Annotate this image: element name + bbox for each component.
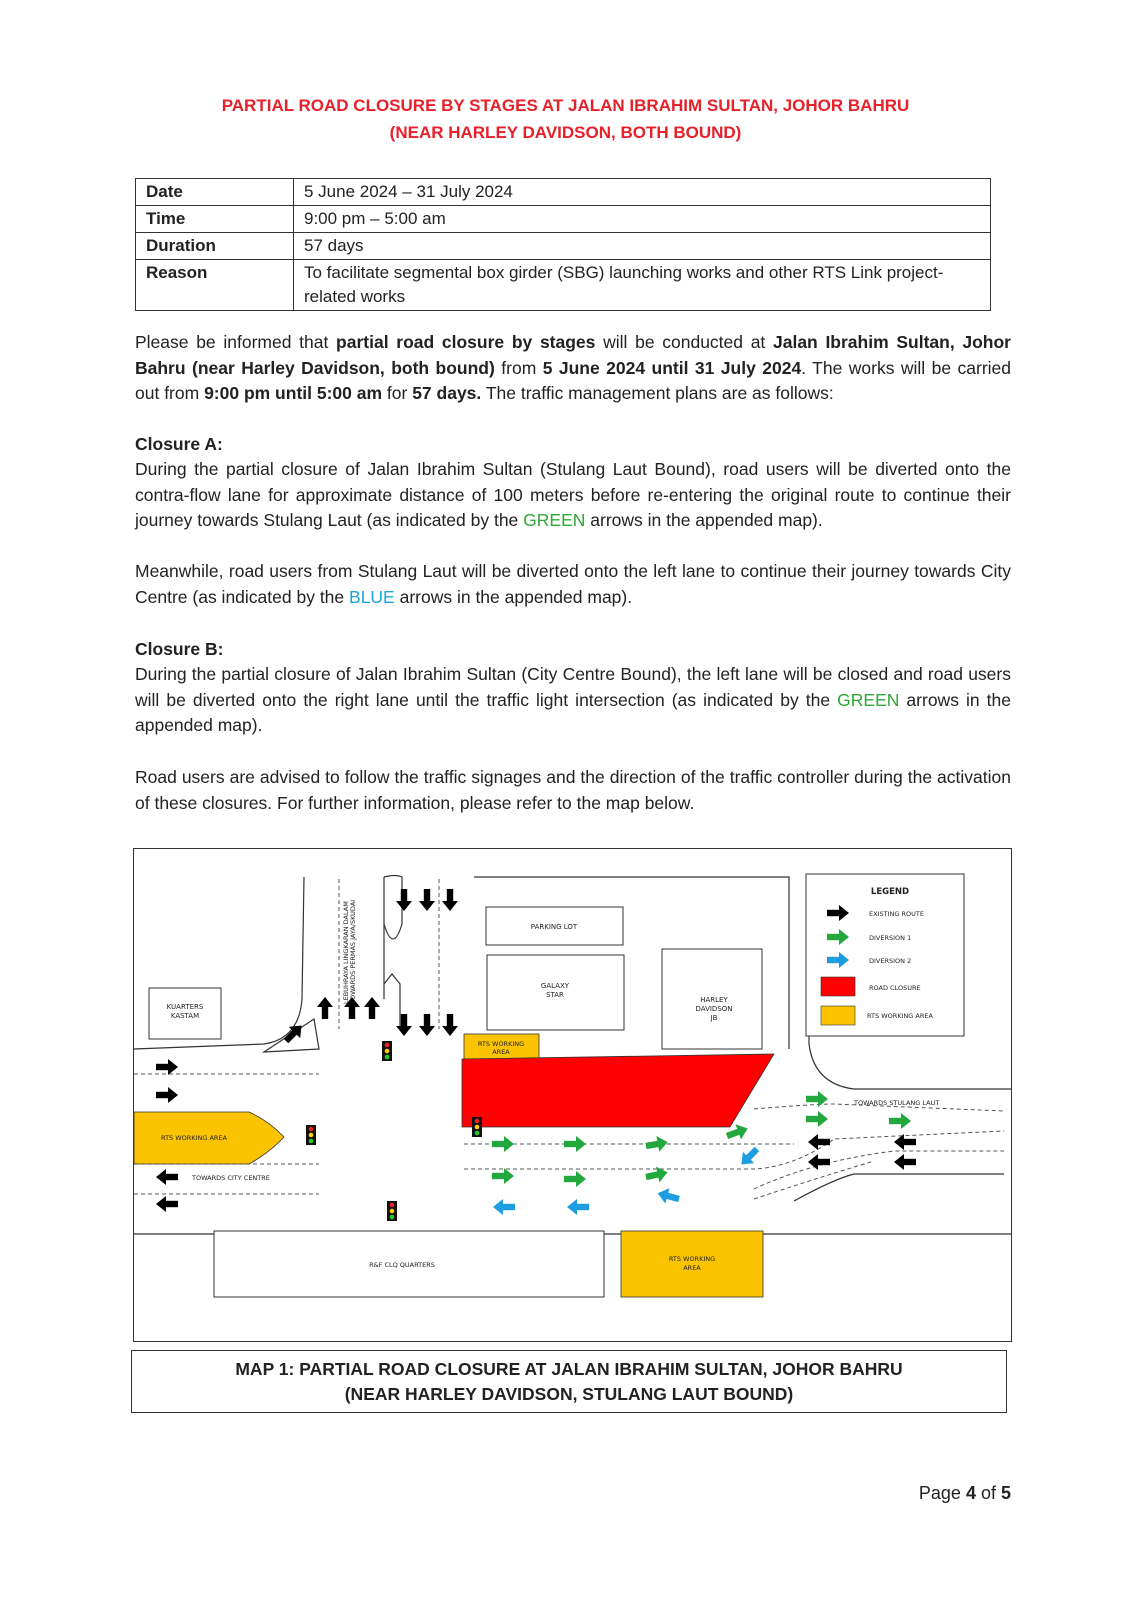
closure-a-heading: [135, 432, 1011, 458]
rts-left-label: RTS WORKING AREA: [161, 1134, 227, 1142]
legend-rts-label: RTS WORKING AREA: [867, 1012, 933, 1020]
intro-paragraph: [135, 330, 1011, 407]
closure-a-paragraph-2: [135, 559, 1011, 610]
text: arrows in the appended map).: [394, 586, 633, 607]
text: Meanwhile, road users from Stulang Laut will be diverted onto the left lane to continue their journey towards City Centre (as indicated by the: [135, 561, 1011, 607]
diversion-2-arrows: [493, 1143, 763, 1215]
row-label: Reason: [136, 260, 294, 311]
legend-existing-label: EXISTING ROUTE: [869, 910, 924, 918]
title-line-2: (NEAR HARLEY DAVIDSON, BOTH BOUND): [389, 123, 742, 142]
galaxy-star-label: STAR: [546, 991, 564, 999]
text: . The works will be carried out from: [135, 357, 1011, 403]
text: for: [382, 383, 413, 403]
text: arrows in the appended map).: [135, 689, 1012, 735]
page-current: 4: [965, 1483, 976, 1503]
row-label: Date: [136, 179, 294, 206]
section-heading: Closure B:: [135, 639, 224, 659]
text: from: [494, 357, 543, 378]
text: The traffic management plans are as follows:: [481, 383, 834, 403]
closure-b-paragraph-1: [135, 662, 1011, 739]
rts-top-label: RTS WORKING: [477, 1040, 525, 1048]
row-value: To facilitate segmental box girder (SBG) launching works and other RTS Link project-related works: [294, 260, 991, 311]
green-label: GREEN: [837, 689, 900, 710]
legend-diversion2-label: DIVERSION 2: [869, 957, 912, 965]
page-total: 5: [1000, 1483, 1011, 1503]
row-value: 9:00 pm – 5:00 am: [294, 206, 991, 233]
page-number: [919, 1483, 1011, 1504]
harley-label: HARLEY: [700, 996, 728, 1004]
galaxy-star-label: GALAXY: [540, 982, 570, 990]
lebuhraya-label: TOWARDS PERMAS JAYA/SKUDAI: [349, 899, 357, 1004]
row-value: 57 days: [294, 233, 991, 260]
legend-rts-swatch: [821, 1006, 855, 1025]
traffic-light-icons: [306, 1041, 482, 1221]
parking-lot-label: PARKING LOT: [530, 923, 578, 931]
page-prefix: Page: [918, 1483, 966, 1503]
rts-bottom-label: AREA: [683, 1264, 701, 1272]
row-value: 5 June 2024 – 31 July 2024: [294, 179, 991, 206]
caption-line-2: (NEAR HARLEY DAVIDSON, STULANG LAUT BOUND): [344, 1384, 794, 1404]
kuarters-label: KASTAM: [170, 1012, 200, 1020]
map-drawing: [134, 849, 1011, 1341]
section-heading: Closure A:: [135, 434, 223, 454]
rts-bottom-label: RTS WORKING: [668, 1255, 716, 1263]
towards-city-label: TOWARDS CITY CENTRE: [192, 1174, 270, 1182]
text: Please be informed that: [135, 332, 337, 352]
harley-label: DAVIDSON: [695, 1005, 733, 1013]
row-label: Time: [136, 206, 294, 233]
closure-a-paragraph-1: [135, 457, 1011, 534]
legend-closure-swatch: [821, 977, 855, 996]
legend-diversion1-label: DIVERSION 1: [869, 934, 912, 942]
map-caption: [131, 1350, 1007, 1413]
green-label: GREEN: [523, 510, 586, 530]
rts-top-label: AREA: [492, 1048, 510, 1056]
table-row: [136, 179, 991, 206]
legend-closure-label: ROAD CLOSURE: [869, 984, 921, 992]
advice-paragraph: Road users are advised to follow the traffic signages and the direction of the traffic controller during the activation of these closures. For further information, please refer to the map below.: [135, 767, 1011, 813]
road-closure-area: [462, 1054, 774, 1127]
towards-stulang-label: TOWARDS STULANG LAUT: [854, 1099, 940, 1107]
text: arrows in the appended map).: [585, 510, 823, 530]
closure-b-heading: [135, 637, 1011, 663]
kuarters-label: KUARTERS: [166, 1003, 204, 1011]
info-table: [135, 178, 991, 311]
table-row: [136, 233, 991, 260]
bold-text: 9:00 pm until 5:00 am: [204, 383, 383, 403]
legend-title: LEGEND: [870, 887, 910, 897]
bold-text: partial road closure by stages: [336, 332, 596, 352]
harley-label: JB: [710, 1014, 718, 1022]
caption-line-1: MAP 1: PARTIAL ROAD CLOSURE AT JALAN IBRAHIM SULTAN, JOHOR BAHRU: [235, 1359, 903, 1379]
page-mid: of: [975, 1483, 1001, 1503]
rf-quarters-label: R&F CLQ QUARTERS: [369, 1261, 435, 1269]
bold-text: Jalan Ibrahim Sultan, Johor Bahru (near Harley Davidson, both bound): [135, 332, 1011, 378]
title-line-1: PARTIAL ROAD CLOSURE BY STAGES AT JALAN IBRAHIM SULTAN, JOHOR BAHRU: [221, 96, 910, 115]
blue-label: BLUE: [349, 586, 395, 607]
text: will be conducted at: [595, 332, 773, 352]
map-legend: [806, 874, 964, 1036]
row-label: Duration: [136, 233, 294, 260]
text: During the partial closure of Jalan Ibrahim Sultan (City Centre Bound), the left lane will be closed and road users will be diverted onto the right lane until the traffic light intersection (as indicated by the: [135, 664, 1011, 710]
document-title: [0, 92, 1131, 146]
table-row: [136, 260, 991, 311]
bold-text: 5 June 2024 until 31 July 2024: [542, 357, 802, 378]
text: During the partial closure of Jalan Ibrahim Sultan (Stulang Laut Bound), road users will be diverted onto the contra-flow lane for approximate distance of 100 meters before re-entering the original route to continue their journey towards Stulang Laut (as indicated by the: [135, 459, 1011, 530]
lebuhraya-label: LEBUHRAYA LINGKARAN DALAM: [342, 901, 350, 1004]
traffic-map: [133, 848, 1012, 1342]
bold-text: 57 days.: [412, 383, 482, 403]
table-row: [136, 206, 991, 233]
